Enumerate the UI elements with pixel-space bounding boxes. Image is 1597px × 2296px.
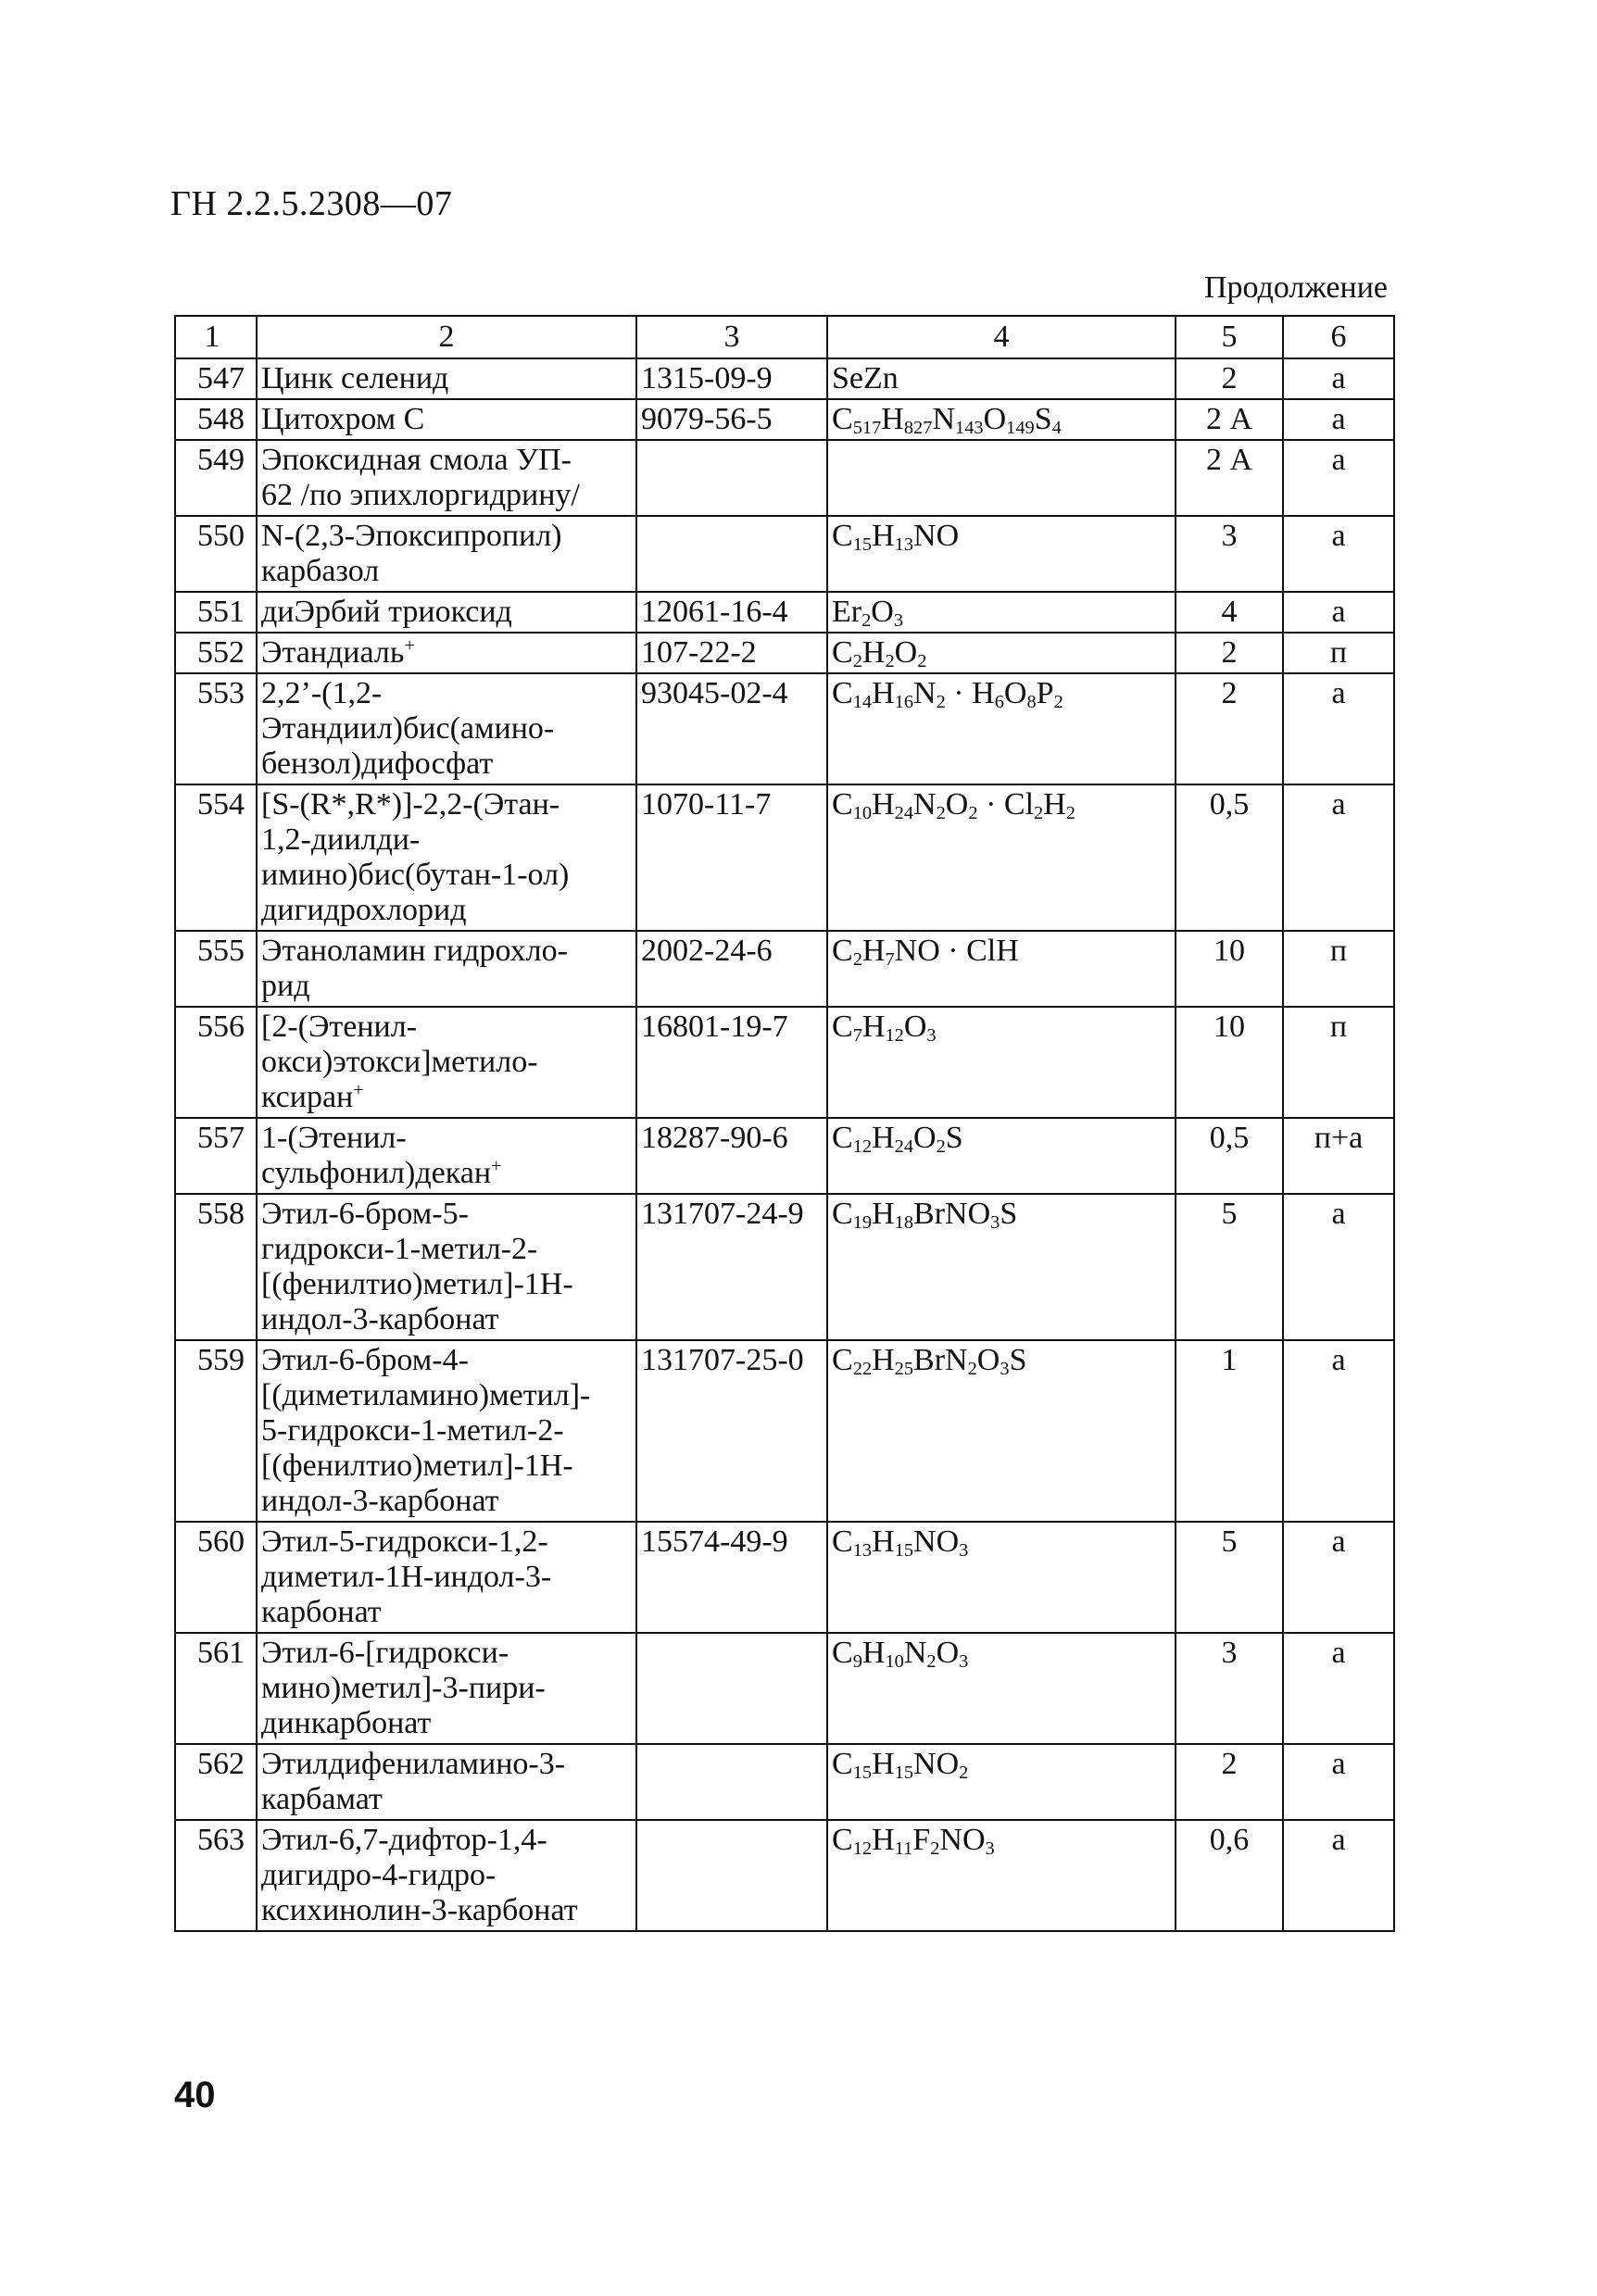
aggregate-state: п+а [1283, 1118, 1394, 1194]
aggregate-state: а [1283, 1633, 1394, 1744]
cas-number [636, 1633, 827, 1744]
limit-value: 10 [1176, 931, 1283, 1007]
table-row [175, 633, 1394, 673]
substance-name: Этил-5-гидрокси-1,2- диметил-1Н-индол-3- карбонат [257, 1522, 636, 1633]
table-header-row [175, 316, 1394, 358]
limit-value: 0,5 [1176, 784, 1283, 931]
cas-number: 18287-90-6 [636, 1118, 827, 1194]
table-row [175, 399, 1394, 440]
chemical-formula: $C_{15}H_{15}NO_2$ [827, 1744, 1176, 1820]
substance-name: [2-(Этенил- окси)этокси]метило- ксиран+ [257, 1007, 636, 1118]
substance-name: Цитохром С [257, 399, 636, 440]
table-row [175, 784, 1394, 931]
table-body [175, 316, 1394, 1931]
limit-value: 2 [1176, 1744, 1283, 1820]
substance-name: N-(2,3-Эпоксипропил) карбазол [257, 516, 636, 592]
limit-value: 1 [1176, 1340, 1283, 1522]
row-number: 555 [175, 931, 257, 1007]
chemical-formula: $C_{13}H_{15}NO_3$ [827, 1522, 1176, 1633]
table-row [175, 516, 1394, 592]
substances-table [174, 315, 1395, 1932]
limit-value: 2 А [1176, 440, 1283, 516]
table-row [175, 1007, 1394, 1118]
aggregate-state: а [1283, 1820, 1394, 1931]
limit-value: 3 [1176, 516, 1283, 592]
cas-number: 1315-09-9 [636, 358, 827, 399]
row-number: 561 [175, 1633, 257, 1744]
limit-value: 0,6 [1176, 1820, 1283, 1931]
table-row [175, 1820, 1394, 1931]
document-code: ГН 2.2.5.2308—07 [170, 184, 453, 223]
cas-number [636, 1820, 827, 1931]
row-number: 559 [175, 1340, 257, 1522]
aggregate-state: а [1283, 1744, 1394, 1820]
column-header-2: 2 [257, 316, 636, 358]
chemical-formula: SeZn [827, 358, 1176, 399]
table-row [175, 358, 1394, 399]
cas-number: 1070-11-7 [636, 784, 827, 931]
substance-name: 1-(Этенил- сульфонил)декан+ [257, 1118, 636, 1194]
chemical-formula: $C_{517}H_{827}N_{143}O_{149}S_4$ [827, 399, 1176, 440]
aggregate-state: а [1283, 784, 1394, 931]
chemical-formula: $C_{14}H_{16}N_2 \cdot H_6O_8P_2$ [827, 673, 1176, 784]
limit-value: 2 А [1176, 399, 1283, 440]
row-number: 556 [175, 1007, 257, 1118]
cas-number: 16801-19-7 [636, 1007, 827, 1118]
column-header-4: 4 [827, 316, 1176, 358]
table-row [175, 931, 1394, 1007]
chemical-formula: $C_2H_2O_2$ [827, 633, 1176, 673]
aggregate-state: а [1283, 1522, 1394, 1633]
substance-name: Цинк селенид [257, 358, 636, 399]
cas-number: 107-22-2 [636, 633, 827, 673]
table-row [175, 1194, 1394, 1340]
chemical-formula: $C_{12}H_{11}F_2NO_3$ [827, 1820, 1176, 1931]
substance-name: Этил-6-[гидрокси- мино)метил]-3-пири- динкарбонат [257, 1633, 636, 1744]
aggregate-state: п [1283, 931, 1394, 1007]
chemical-formula: $C_{19}H_{18}BrNO_3S$ [827, 1194, 1176, 1340]
cas-number: 131707-24-9 [636, 1194, 827, 1340]
row-number: 547 [175, 358, 257, 399]
aggregate-state: а [1283, 592, 1394, 633]
aggregate-state: а [1283, 358, 1394, 399]
cas-number: 2002-24-6 [636, 931, 827, 1007]
substance-name: Эпоксидная смола УП- 62 /по эпихлоргидрину/ [257, 440, 636, 516]
chemical-formula: $C_{15}H_{13}NO$ [827, 516, 1176, 592]
substance-name: Этаноламин гидрохло- рид [257, 931, 636, 1007]
cas-number [636, 516, 827, 592]
limit-value: 2 [1176, 673, 1283, 784]
aggregate-state: а [1283, 516, 1394, 592]
chemical-formula: $Er_2O_3$ [827, 592, 1176, 633]
row-number: 557 [175, 1118, 257, 1194]
column-header-5: 5 [1176, 316, 1283, 358]
table-row [175, 1744, 1394, 1820]
row-number: 552 [175, 633, 257, 673]
table-row [175, 1522, 1394, 1633]
column-header-3: 3 [636, 316, 827, 358]
row-number: 548 [175, 399, 257, 440]
row-number: 554 [175, 784, 257, 931]
aggregate-state: а [1283, 673, 1394, 784]
substance-name: Этил-6,7-дифтор-1,4- дигидро-4-гидро- ксихинолин-3-карбонат [257, 1820, 636, 1931]
aggregate-state: п [1283, 1007, 1394, 1118]
page-number: 40 [174, 2075, 216, 2115]
table-row [175, 673, 1394, 784]
cas-number: 15574-49-9 [636, 1522, 827, 1633]
aggregate-state: а [1283, 1194, 1394, 1340]
cas-number [636, 1744, 827, 1820]
limit-value: 10 [1176, 1007, 1283, 1118]
substance-name: 2,2’-(1,2- Этандиил)бис(амино- бензол)дифосфат [257, 673, 636, 784]
column-header-1: 1 [175, 316, 257, 358]
row-number: 553 [175, 673, 257, 784]
substance-name: Этандиаль+ [257, 633, 636, 673]
cas-number: 9079-56-5 [636, 399, 827, 440]
substance-name: диЭрбий триоксид [257, 592, 636, 633]
cas-number: 12061-16-4 [636, 592, 827, 633]
limit-value: 0,5 [1176, 1118, 1283, 1194]
table-row [175, 440, 1394, 516]
limit-value: 5 [1176, 1522, 1283, 1633]
aggregate-state: п [1283, 633, 1394, 673]
cas-number: 131707-25-0 [636, 1340, 827, 1522]
cas-number [636, 440, 827, 516]
chemical-formula [827, 440, 1176, 516]
limit-value: 3 [1176, 1633, 1283, 1744]
substance-name: [S-(R*,R*)]-2,2-(Этан- 1,2-диилди- имино)бис(бутан-1-ол) дигидрохлорид [257, 784, 636, 931]
chemical-formula: $C_2H_7NO$ · ClH [827, 931, 1176, 1007]
row-number: 563 [175, 1820, 257, 1931]
column-header-6: 6 [1283, 316, 1394, 358]
row-number: 551 [175, 592, 257, 633]
table-row [175, 1340, 1394, 1522]
row-number: 558 [175, 1194, 257, 1340]
row-number: 549 [175, 440, 257, 516]
table-row [175, 592, 1394, 633]
table-row [175, 1118, 1394, 1194]
limit-value: 2 [1176, 633, 1283, 673]
aggregate-state: а [1283, 440, 1394, 516]
chemical-formula: $C_7H_{12}O_3$ [827, 1007, 1176, 1118]
row-number: 550 [175, 516, 257, 592]
chemical-formula: $C_{22}H_{25}BrN_2O_3S$ [827, 1340, 1176, 1522]
chemical-formula: $C_{12}H_{24}O_2S$ [827, 1118, 1176, 1194]
substance-name: Этилдифениламино-3- карбамат [257, 1744, 636, 1820]
substance-name: Этил-6-бром-5- гидрокси-1-метил-2- [(фенилтио)метил]-1Н- индол-3-карбонат [257, 1194, 636, 1340]
chemical-formula: $C_9H_{10}N_2O_3$ [827, 1633, 1176, 1744]
aggregate-state: а [1283, 1340, 1394, 1522]
chemical-formula: $C_{10}H_{24}N_2O_2 \cdot Cl_2H_2$ [827, 784, 1176, 931]
row-number: 562 [175, 1744, 257, 1820]
limit-value: 5 [1176, 1194, 1283, 1340]
limit-value: 2 [1176, 358, 1283, 399]
continuation-label: Продолжение [1203, 270, 1388, 305]
table-row [175, 1633, 1394, 1744]
aggregate-state: а [1283, 399, 1394, 440]
cas-number: 93045-02-4 [636, 673, 827, 784]
limit-value: 4 [1176, 592, 1283, 633]
row-number: 560 [175, 1522, 257, 1633]
substance-name: Этил-6-бром-4- [(диметиламино)метил]- 5-гидрокси-1-метил-2- [(фенилтио)метил]-1Н- индол-3-карбонат [257, 1340, 636, 1522]
